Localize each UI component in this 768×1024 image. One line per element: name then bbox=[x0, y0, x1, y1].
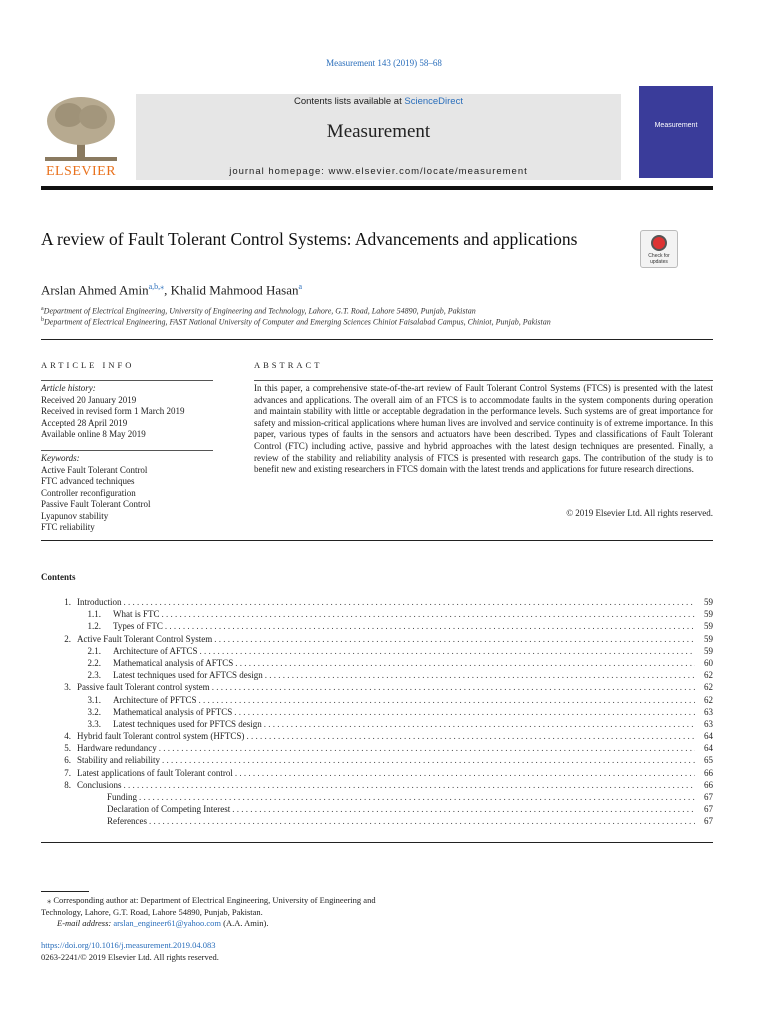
toc-title[interactable]: Hybrid fault Tolerant control system (HFTCS) bbox=[77, 731, 245, 742]
toc-title[interactable]: Conclusions bbox=[77, 779, 122, 790]
toc-page-number: 62 bbox=[704, 670, 713, 681]
toc-page-number: 59 bbox=[704, 645, 713, 656]
toc-number: 8. bbox=[64, 779, 71, 790]
toc-leader-dots bbox=[246, 730, 695, 742]
cover-title: Measurement bbox=[654, 122, 698, 129]
corresponding-author-note: ⁎ Corresponding author at: Department of Electrical Engineering, University of Engineering and Technology, Lahore, G.T. Road, Lahore 54890, Punjab, Pakistan. bbox=[41, 895, 376, 917]
toc-number: 3.3. bbox=[87, 718, 101, 729]
toc-number: 3.1. bbox=[87, 694, 101, 705]
toc-leader-dots bbox=[234, 706, 695, 718]
toc-title[interactable]: Architecture of PFTCS bbox=[113, 694, 197, 705]
toc-page-number: 64 bbox=[704, 743, 713, 754]
email-note: E-mail address: arslan_engineer61@yahoo.com (A.A. Amin). bbox=[57, 918, 269, 928]
keyword: FTC reliability bbox=[41, 522, 95, 532]
crossmark-label: Check for updates bbox=[648, 253, 670, 265]
toc-leader-dots bbox=[139, 791, 695, 803]
toc-page-number: 59 bbox=[704, 609, 713, 620]
toc-title[interactable]: Introduction bbox=[77, 597, 122, 607]
toc-title[interactable]: Latest techniques used for PFTCS design bbox=[113, 718, 262, 729]
toc-entry[interactable] bbox=[41, 742, 713, 754]
toc-title[interactable]: Architecture of AFTCS bbox=[113, 645, 198, 656]
toc-page-number: 59 bbox=[704, 597, 713, 607]
history-received: Received 20 January 2019 bbox=[41, 394, 137, 405]
toc-page-number: 62 bbox=[704, 682, 713, 693]
toc-page-number: 67 bbox=[704, 816, 713, 827]
toc-number: 2.3. bbox=[87, 670, 101, 681]
toc-entry[interactable] bbox=[41, 706, 713, 718]
toc-leader-dots bbox=[200, 645, 696, 657]
toc-title[interactable]: What is FTC bbox=[113, 609, 160, 620]
contents-available-line: Contents lists available at ScienceDirect bbox=[294, 96, 463, 107]
toc-page-number: 66 bbox=[704, 779, 713, 790]
author-name: Arslan Ahmed Amin bbox=[41, 282, 149, 298]
toc-entry[interactable] bbox=[41, 779, 713, 791]
toc-leader-dots bbox=[162, 608, 696, 620]
toc-title[interactable]: Active Fault Tolerant Control System bbox=[77, 633, 213, 644]
toc-title[interactable]: Hardware redundancy bbox=[77, 743, 157, 754]
table-of-contents bbox=[41, 596, 713, 828]
contents-heading: Contents bbox=[41, 572, 76, 582]
toc-number: 6. bbox=[64, 755, 71, 766]
toc-page-number: 67 bbox=[704, 804, 713, 815]
section-divider bbox=[41, 540, 713, 541]
toc-leader-dots bbox=[162, 754, 695, 766]
crossmark-icon bbox=[651, 235, 667, 251]
toc-title[interactable]: Types of FTC bbox=[113, 621, 163, 632]
abstract-rule bbox=[254, 380, 713, 381]
keywords-label: Keywords: bbox=[41, 453, 80, 463]
info-rule bbox=[41, 450, 213, 451]
toc-entry[interactable] bbox=[41, 596, 713, 608]
toc-page-number: 59 bbox=[704, 633, 713, 644]
toc-page-number: 60 bbox=[704, 657, 713, 668]
toc-title[interactable]: Latest techniques used for AFTCS design bbox=[113, 670, 263, 681]
toc-number: 1. bbox=[64, 597, 71, 607]
abstract-copyright: © 2019 Elsevier Ltd. All rights reserved. bbox=[566, 508, 713, 518]
keyword: FTC advanced techniques bbox=[41, 476, 135, 486]
toc-entry[interactable] bbox=[41, 669, 713, 681]
toc-number: 2.1. bbox=[87, 645, 101, 656]
toc-entry[interactable] bbox=[41, 791, 713, 803]
toc-entry[interactable] bbox=[41, 718, 713, 730]
toc-number: 1.1. bbox=[87, 609, 101, 620]
affiliation-b: $^b$Department of Electrical Engineering, FAST National University of Computer and Emerging Sciences Chiniot Faisalabad Campus, Chiniot, Punjab, Pakistan bbox=[41, 317, 551, 327]
toc-title[interactable]: Passive fault Tolerant control system bbox=[77, 682, 210, 693]
toc-entry[interactable] bbox=[41, 815, 713, 827]
header-rule bbox=[41, 186, 713, 190]
toc-leader-dots bbox=[235, 767, 695, 779]
toc-title[interactable]: Mathematical analysis of AFTCS bbox=[113, 657, 234, 668]
toc-page-number: 63 bbox=[704, 718, 713, 729]
toc-entry[interactable] bbox=[41, 657, 713, 669]
article-info-heading: ARTICLE INFO bbox=[41, 360, 135, 370]
check-for-updates-badge[interactable] bbox=[640, 230, 678, 268]
toc-page-number: 59 bbox=[704, 621, 713, 632]
toc-number: 7. bbox=[64, 767, 71, 778]
toc-entry[interactable] bbox=[41, 645, 713, 657]
sciencedirect-link[interactable]: ScienceDirect bbox=[404, 96, 463, 107]
toc-entry[interactable] bbox=[41, 620, 713, 632]
history-revised: Received in revised form 1 March 2019 bbox=[41, 406, 185, 416]
article-title: A review of Fault Tolerant Control Systems: Advancements and applications bbox=[41, 229, 578, 249]
toc-entry[interactable] bbox=[41, 754, 713, 766]
toc-entry[interactable] bbox=[41, 633, 713, 645]
author-affil-marks[interactable]: a,b,⁎ bbox=[148, 282, 165, 291]
abstract-heading: ABSTRACT bbox=[254, 360, 323, 370]
toc-page-number: 64 bbox=[704, 731, 713, 742]
doi-link[interactable]: https://doi.org/10.1016/j.measurement.2019.04.083 bbox=[41, 940, 216, 950]
info-rule bbox=[41, 380, 213, 381]
toc-entry[interactable] bbox=[41, 694, 713, 706]
toc-leader-dots bbox=[124, 596, 696, 608]
toc-title[interactable]: Latest applications of fault Tolerant control bbox=[77, 767, 233, 778]
toc-title[interactable]: Declaration of Competing Interest bbox=[107, 804, 231, 815]
article-history bbox=[41, 383, 213, 441]
toc-title[interactable]: Funding bbox=[107, 792, 138, 802]
keyword: Active Fault Tolerant Control bbox=[41, 464, 148, 475]
toc-number: 3.2. bbox=[87, 706, 101, 717]
toc-number: 3. bbox=[64, 682, 71, 693]
toc-leader-dots bbox=[265, 669, 695, 681]
toc-leader-dots bbox=[159, 742, 695, 754]
toc-entry[interactable] bbox=[41, 681, 713, 693]
toc-leader-dots bbox=[149, 815, 695, 827]
section-divider bbox=[41, 339, 713, 340]
toc-title[interactable]: Mathematical analysis of PFTCS bbox=[113, 706, 233, 717]
toc-leader-dots bbox=[124, 779, 695, 791]
toc-leader-dots bbox=[235, 657, 695, 669]
keywords-block bbox=[41, 453, 213, 534]
toc-leader-dots bbox=[232, 803, 695, 815]
toc-leader-dots bbox=[212, 681, 695, 693]
toc-page-number: 62 bbox=[704, 694, 713, 705]
toc-number: 1.2. bbox=[87, 621, 101, 632]
author-email-link[interactable]: arslan_engineer61@yahoo.com bbox=[113, 918, 222, 928]
toc-page-number: 65 bbox=[704, 755, 713, 766]
issn-line: 0263-2241/© 2019 Elsevier Ltd. All rights reserved. bbox=[41, 952, 219, 962]
toc-leader-dots bbox=[165, 620, 695, 632]
toc-leader-dots bbox=[264, 718, 695, 730]
section-divider bbox=[41, 842, 713, 843]
journal-homepage[interactable]: journal homepage: www.elsevier.com/locate/measurement bbox=[229, 166, 528, 177]
history-accepted: Accepted 28 April 2019 bbox=[41, 417, 128, 428]
history-online: Available online 8 May 2019 bbox=[41, 429, 146, 439]
elsevier-wordmark: ELSEVIER bbox=[45, 164, 117, 179]
keyword: Controller reconfiguration bbox=[41, 487, 136, 498]
toc-entry[interactable] bbox=[41, 803, 713, 815]
toc-number: 5. bbox=[64, 743, 71, 754]
toc-leader-dots bbox=[199, 694, 696, 706]
toc-page-number: 66 bbox=[704, 767, 713, 778]
journal-cover-thumbnail bbox=[639, 86, 713, 178]
toc-number: 2.2. bbox=[87, 657, 101, 668]
author-affil-marks[interactable]: a bbox=[298, 282, 303, 291]
footnote-rule bbox=[41, 891, 89, 892]
keyword: Lyapunov stability bbox=[41, 510, 109, 521]
abstract-text: In this paper, a comprehensive state-of-the-art review of Fault Tolerant Control Systems (FTCS) is presented with the latest advances and applications. The overall aim of an FTCS is to accommodate faults in the system components during operation and maintain stability with little or acceptable degradation in the performance levels. Such systems are of great importance for safety and mission-critical applications where human lives are involved and service continuity is of extreme importance. In this paper, various types of faults in the sensors and actuators have been described. Types and classifications of Fault Tolerant Control (FTC) including active, passive and hybrid approaches with the latest design techniques are presented. Finally, a review of the stability and reliability analysis of FTCS is presented with research gaps. The contribution of the study is to benefit new and existing researchers in FTCS domain with the latest trends and applications for future research directions. bbox=[254, 383, 713, 475]
toc-title[interactable]: References bbox=[107, 816, 147, 827]
history-label: Article history: bbox=[41, 383, 96, 393]
affiliation-a: $^a$Department of Electrical Engineering, University of Engineering and Technology, Lahore, G.T. Road, Lahore 54890, Punjab, Pakistan bbox=[41, 306, 476, 316]
toc-entry[interactable] bbox=[41, 730, 713, 742]
author-name: Khalid Mahmood Hasan bbox=[170, 282, 299, 298]
author-list: Arslan Ahmed Amin$^{a,b,⁎}$, Khalid Mahmood Hasan$^a$ bbox=[41, 282, 303, 298]
toc-entry[interactable] bbox=[41, 608, 713, 620]
toc-entry[interactable] bbox=[41, 767, 713, 779]
journal-title: Measurement bbox=[326, 121, 431, 142]
toc-page-number: 63 bbox=[704, 706, 713, 717]
journal-citation-link[interactable]: Measurement 143 (2019) 58–68 bbox=[326, 58, 442, 68]
toc-number: 2. bbox=[64, 633, 71, 644]
toc-number: 4. bbox=[64, 731, 71, 742]
keyword: Passive Fault Tolerant Control bbox=[41, 499, 151, 509]
toc-title[interactable]: Stability and reliability bbox=[77, 755, 160, 766]
toc-leader-dots bbox=[214, 633, 695, 645]
toc-page-number: 67 bbox=[704, 792, 713, 802]
